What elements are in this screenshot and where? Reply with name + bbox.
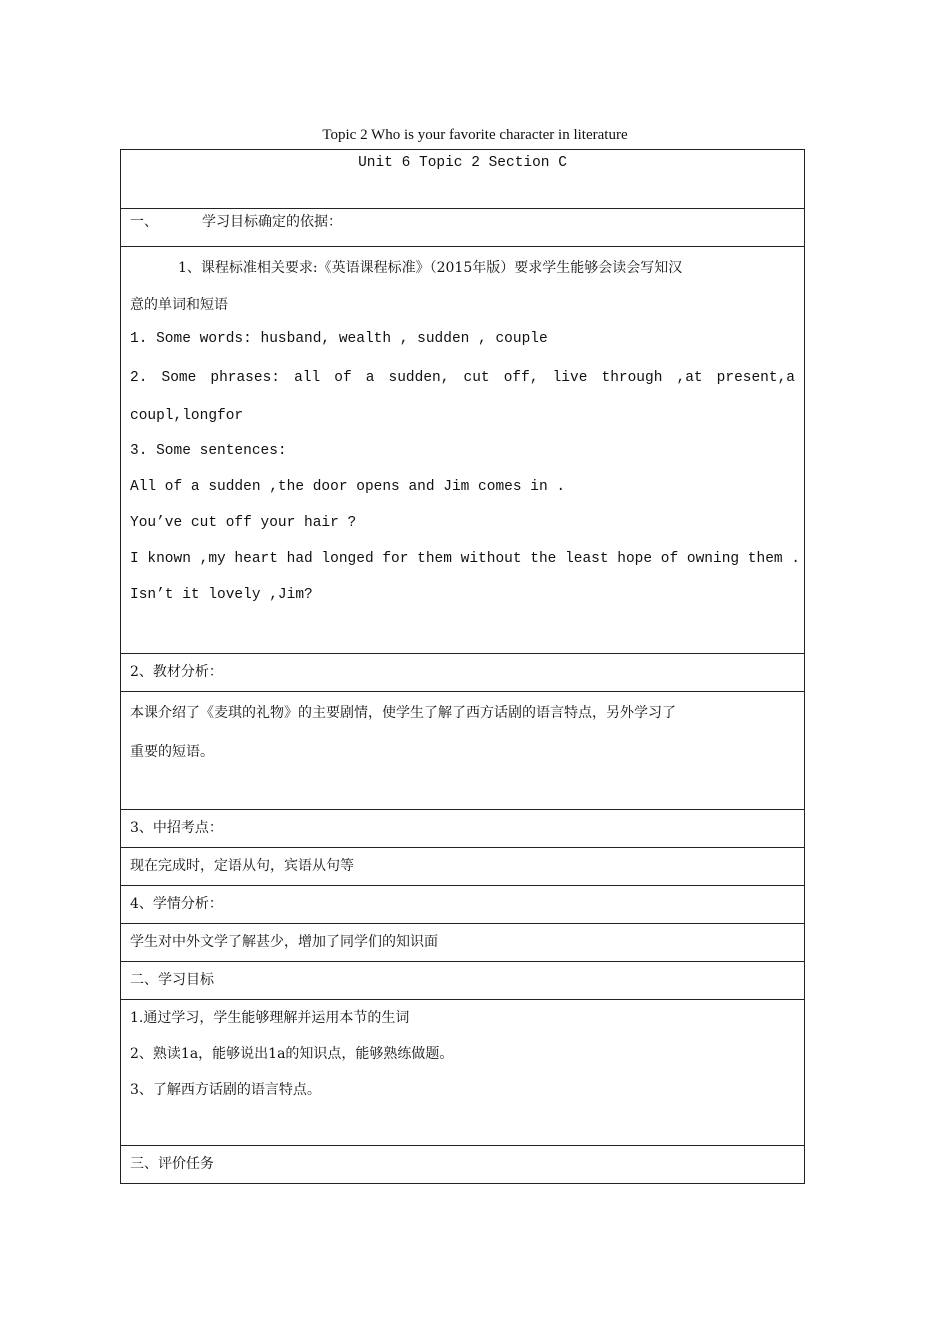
learner-heading-row bbox=[121, 886, 805, 924]
basis-heading-row bbox=[121, 209, 805, 247]
phrases-line-2: coupl,longfor bbox=[130, 408, 244, 424]
header-row bbox=[121, 150, 805, 209]
section-number: 一、 bbox=[130, 214, 158, 230]
objectives-heading: 二、学习目标 bbox=[130, 972, 214, 988]
standards-row bbox=[121, 247, 805, 654]
evaluation-heading-cell bbox=[121, 1146, 805, 1184]
sentence-item: You’ve cut off your hair ? bbox=[130, 515, 357, 531]
objective-item: 2、熟读1a，能够说出1a的知识点，能够熟练做题。 bbox=[130, 1046, 454, 1062]
basis-heading-cell bbox=[121, 209, 805, 247]
exam-content-row bbox=[121, 848, 805, 886]
basis-heading: 学习目标确定的依据： bbox=[202, 214, 342, 230]
textbook-content-cell bbox=[121, 692, 805, 810]
words-line: 1. Some words: husband, wealth , sudden , couple bbox=[130, 331, 548, 347]
objective-item: 3、了解西方话剧的语言特点。 bbox=[130, 1082, 321, 1098]
standards-intro-2: 意的单词和短语 bbox=[130, 297, 228, 313]
sentences-label: 3. Some sentences: bbox=[130, 443, 287, 459]
textbook-content-row bbox=[121, 692, 805, 810]
learner-analysis-content: 学生对中外文学了解甚少，增加了同学们的知识面 bbox=[130, 934, 438, 950]
exam-points-heading: 3、中招考点： bbox=[130, 820, 223, 836]
learner-content-row bbox=[121, 924, 805, 962]
textbook-analysis-line-1: 本课介绍了《麦琪的礼物》的主要剧情，使学生了解了西方话剧的语言特点，另外学习了 bbox=[130, 705, 676, 721]
learner-analysis-heading: 4、学情分析： bbox=[130, 896, 223, 912]
objective-item: 1.通过学习，学生能够理解并运用本节的生词 bbox=[130, 1010, 410, 1026]
sentence-item: All of a sudden ,the door opens and Jim comes in . bbox=[130, 479, 566, 495]
objectives-heading-cell bbox=[121, 962, 805, 1000]
page-title: Topic 2 Who is your favorite character in literature bbox=[322, 127, 628, 143]
standards-cell bbox=[121, 247, 805, 654]
lesson-plan-table bbox=[120, 149, 805, 1184]
header-cell bbox=[121, 150, 805, 209]
objectives-content-row bbox=[121, 1000, 805, 1146]
standards-intro-1: 1、课程标准相关要求:《英语课程标准》（2015年版）要求学生能够会读会写知汉 bbox=[178, 260, 683, 276]
phrases-line-1: 2. Some phrases: all of a sudden, cut off, live through ,at present,a bbox=[130, 370, 795, 386]
section-header: Unit 6 Topic 2 Section C bbox=[358, 155, 567, 171]
textbook-heading-cell bbox=[121, 654, 805, 692]
sentence-item: I known ,my heart had longed for them without the least hope of owning them . bbox=[130, 551, 801, 567]
objectives-heading-row bbox=[121, 962, 805, 1000]
learner-heading-cell bbox=[121, 886, 805, 924]
exam-heading-cell bbox=[121, 810, 805, 848]
learner-content-cell bbox=[121, 924, 805, 962]
textbook-heading-row bbox=[121, 654, 805, 692]
textbook-analysis-heading: 2、教材分析： bbox=[130, 664, 223, 680]
objectives-content-cell bbox=[121, 1000, 805, 1146]
exam-heading-row bbox=[121, 810, 805, 848]
exam-points-content: 现在完成时，定语从句，宾语从句等 bbox=[130, 858, 354, 874]
textbook-analysis-line-2: 重要的短语。 bbox=[130, 744, 214, 760]
evaluation-heading-row bbox=[121, 1146, 805, 1184]
exam-content-cell bbox=[121, 848, 805, 886]
sentence-item: Isn’t it lovely ,Jim? bbox=[130, 587, 313, 603]
evaluation-heading: 三、评价任务 bbox=[130, 1156, 214, 1172]
